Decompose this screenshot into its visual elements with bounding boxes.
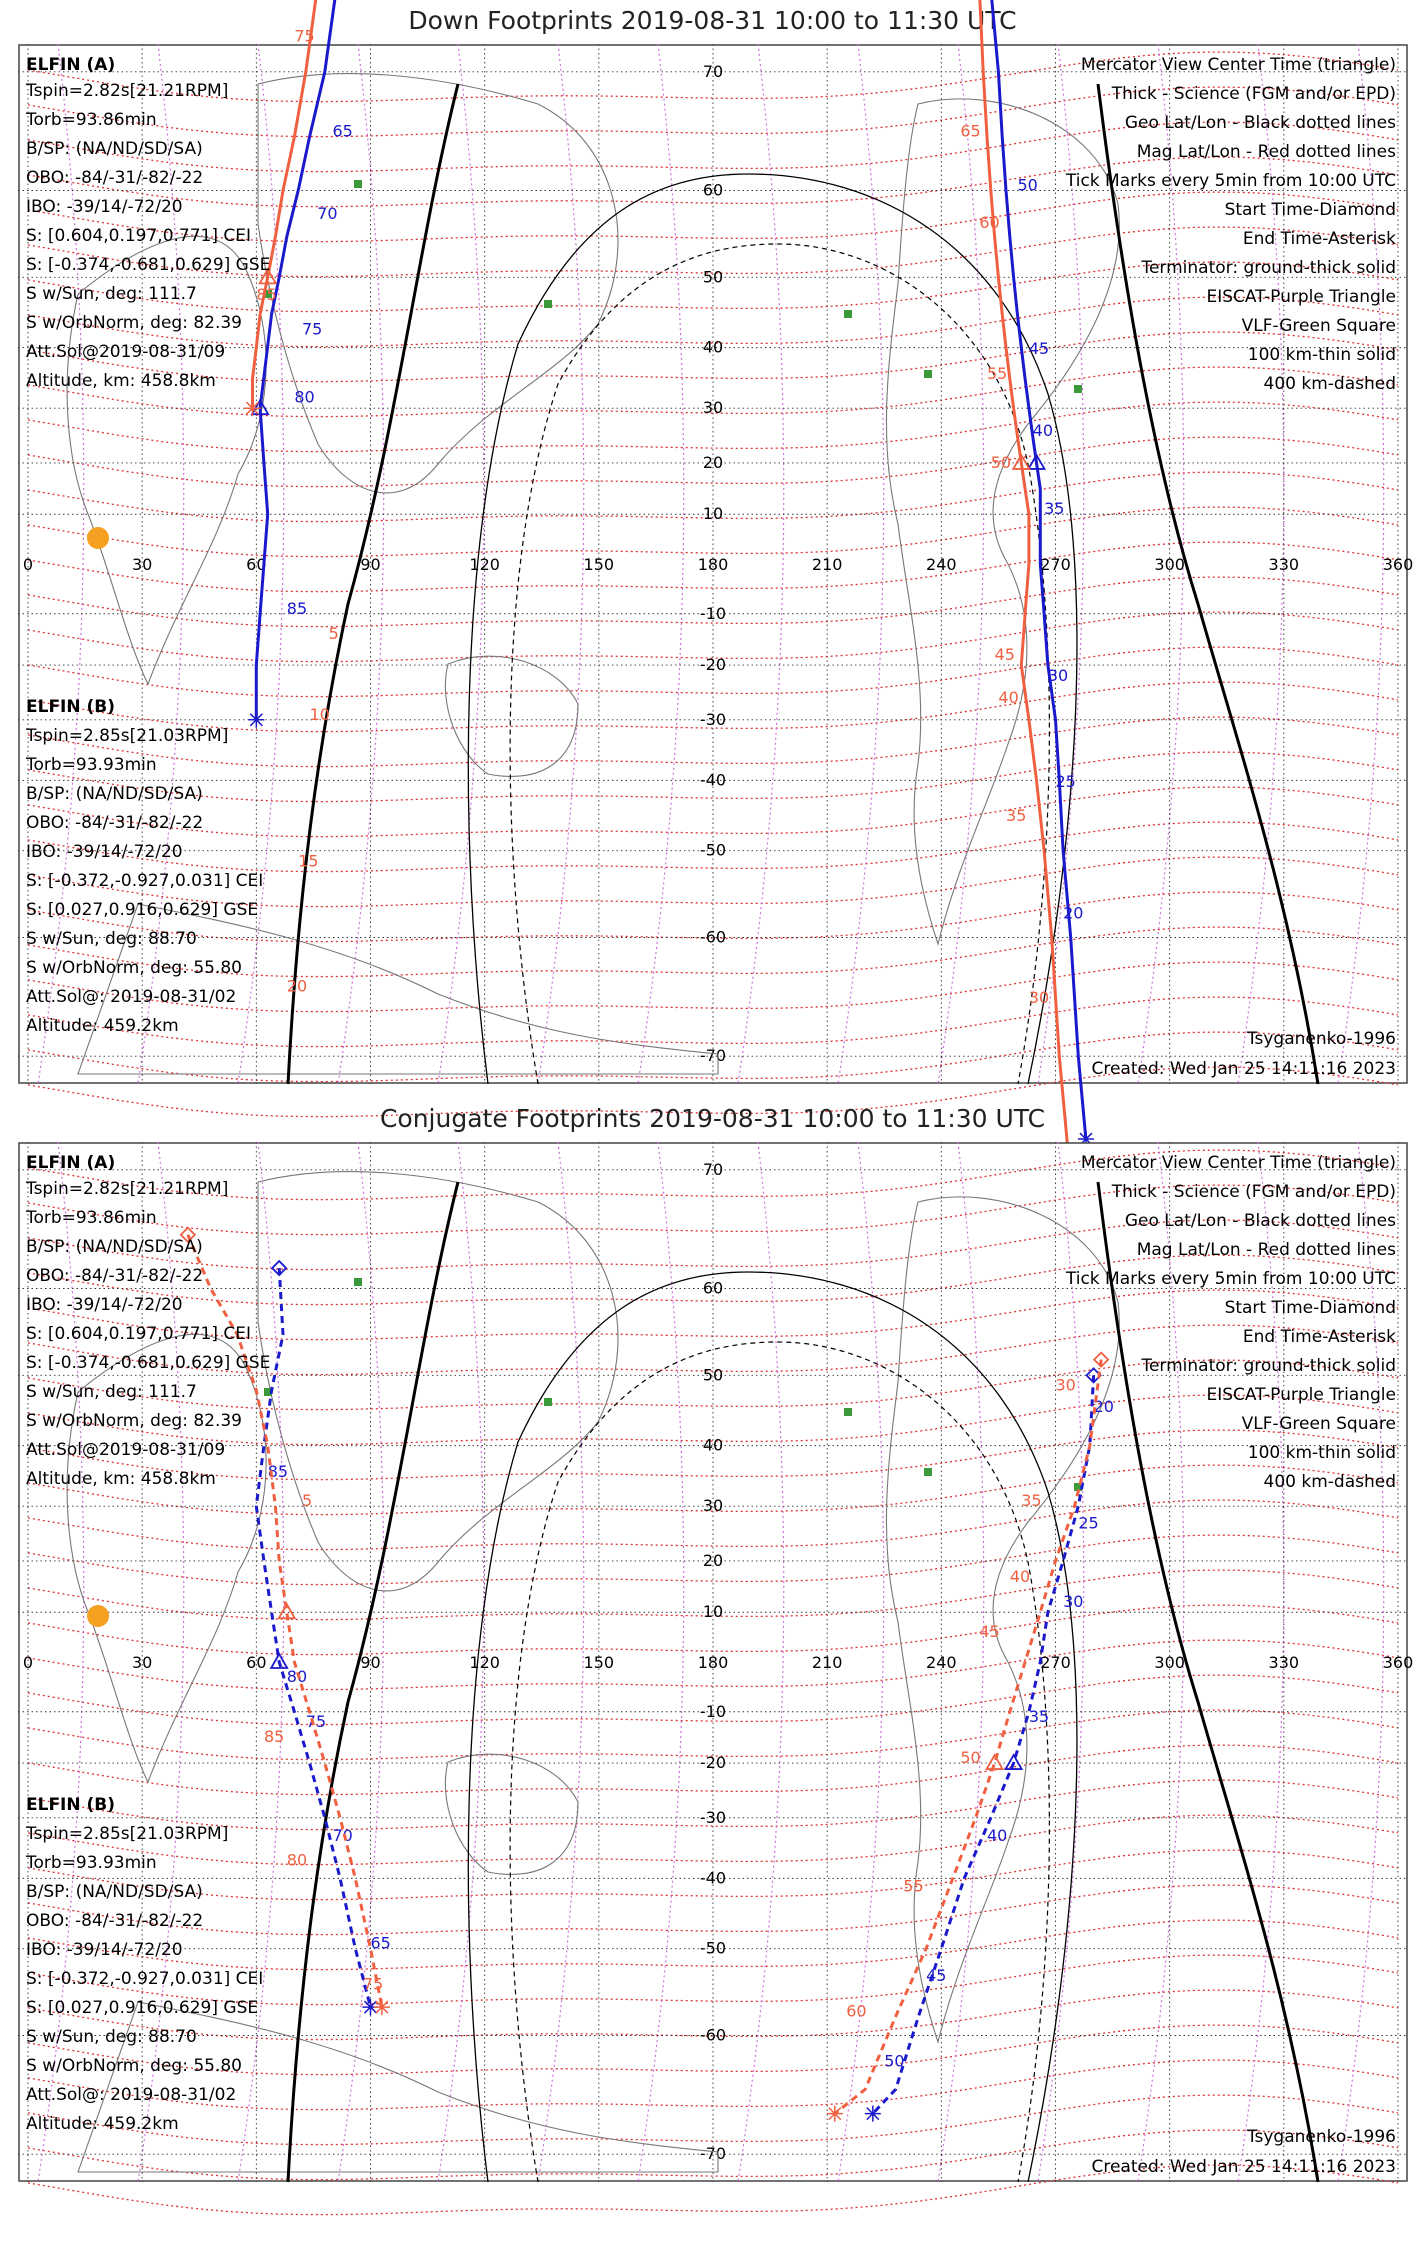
lat-label: 60 bbox=[702, 180, 724, 200]
lon-label: 30 bbox=[131, 555, 153, 574]
sat-a-info-line: Tspin=2.82s[21.21RPM] bbox=[26, 1179, 229, 1199]
legend-line: Start Time-Diamond bbox=[1224, 200, 1396, 220]
legend-line: EISCAT-Purple Triangle bbox=[1206, 287, 1396, 307]
track-tick-label: 35 bbox=[1044, 499, 1065, 519]
model-label: Tsyganenko-1996 bbox=[1246, 1029, 1396, 1049]
sat-b-info-line: S w/OrbNorm, deg: 55.80 bbox=[26, 958, 243, 978]
track-tick-label: 50 bbox=[960, 1748, 981, 1768]
lon-label: 150 bbox=[583, 1653, 615, 1672]
legend-line: Thick - Science (FGM and/or EPD) bbox=[1111, 1182, 1396, 1202]
legend-line: Terminator: ground-thick solid bbox=[1141, 1356, 1396, 1376]
lat-label: -50 bbox=[699, 840, 727, 860]
legend-line: Start Time-Diamond bbox=[1224, 1298, 1396, 1318]
sat-a-info-line: OBO: -84/-31/-82/-22 bbox=[26, 1266, 204, 1286]
created-label: Created: Wed Jan 25 14:11:16 2023 bbox=[1091, 1059, 1396, 1079]
sat-a-info-line: S w/Sun, deg: 111.7 bbox=[26, 284, 197, 304]
lat-label: 10 bbox=[702, 504, 724, 524]
lon-label: 90 bbox=[360, 1653, 381, 1672]
lat-label: -50 bbox=[699, 1938, 727, 1958]
track-tick-label: 70 bbox=[317, 203, 338, 223]
lat-label: -10 bbox=[699, 603, 727, 623]
legend-line: 400 km-dashed bbox=[1263, 374, 1396, 394]
sat-a-info-line: IBO: -39/14/-72/20 bbox=[26, 1295, 183, 1315]
lon-label: 210 bbox=[811, 1653, 843, 1672]
lon-label: 330 bbox=[1268, 555, 1300, 574]
legend-line: End Time-Asterisk bbox=[1242, 229, 1396, 249]
lat-label: 50 bbox=[702, 267, 724, 287]
lat-label: 70 bbox=[702, 61, 724, 81]
lon-label: 120 bbox=[469, 555, 500, 574]
track-tick-label: 40 bbox=[1032, 421, 1054, 441]
legend-line: Mercator View Center Time (triangle) bbox=[1080, 1153, 1396, 1173]
sat-a-info-line: Torb=93.86min bbox=[26, 110, 157, 130]
sat-b-info-line: B/SP: (NA/ND/SD/SA) bbox=[26, 1882, 203, 1902]
track-tick-label: 35 bbox=[1021, 1491, 1042, 1511]
vlf-square bbox=[1074, 385, 1082, 393]
sat-b-info-line: Tspin=2.85s[21.03RPM] bbox=[26, 1824, 229, 1844]
sat-a-info-line: Att.Sol@2019-08-31/09 bbox=[26, 1440, 226, 1460]
sun-icon bbox=[87, 1605, 109, 1627]
end-asterisk bbox=[374, 1999, 390, 2015]
legend-line: 100 km-thin solid bbox=[1247, 1443, 1396, 1463]
end-asterisk bbox=[245, 400, 261, 416]
lat-label: -40 bbox=[699, 770, 727, 790]
track-tick-label: 85 bbox=[263, 1727, 285, 1747]
lon-label: 210 bbox=[811, 555, 843, 574]
sat-a-info-line: S w/OrbNorm, deg: 82.39 bbox=[26, 1411, 243, 1431]
sat-b-info-line: OBO: -84/-31/-82/-22 bbox=[26, 813, 204, 833]
track-tick-label: 30 bbox=[1028, 988, 1050, 1008]
lon-label: 330 bbox=[1268, 1653, 1300, 1672]
end-asterisk bbox=[248, 712, 264, 728]
sat-a-info-line: IBO: -39/14/-72/20 bbox=[26, 197, 183, 217]
sat-b-info-line: IBO: -39/14/-72/20 bbox=[26, 1940, 183, 1960]
vlf-square bbox=[354, 1278, 362, 1286]
sat-b-info-line: Altitude: 459.2km bbox=[26, 1016, 179, 1036]
sat-a-name: ELFIN (A) bbox=[26, 55, 116, 75]
track-tick-label: 45 bbox=[994, 644, 1015, 664]
track-tick-label: 50 bbox=[1017, 175, 1038, 195]
lon-label: 90 bbox=[360, 555, 381, 574]
lon-label: 360 bbox=[1382, 555, 1414, 574]
lon-label: 240 bbox=[926, 1653, 957, 1672]
lon-label: 120 bbox=[469, 1653, 500, 1672]
lat-label: 10 bbox=[702, 1602, 724, 1622]
lon-label: 270 bbox=[1040, 555, 1071, 574]
sat-a-info-line: Altitude, km: 458.8km bbox=[26, 371, 216, 391]
lat-label: -70 bbox=[699, 2144, 727, 2164]
lat-label: -30 bbox=[699, 709, 727, 729]
legend-line: 100 km-thin solid bbox=[1247, 345, 1396, 365]
lat-label: 40 bbox=[702, 1435, 724, 1455]
sat-a-info-line: S: [0.604,0.197,0.771] CEI bbox=[26, 1324, 252, 1344]
track-tick-label: 75 bbox=[305, 1711, 327, 1731]
track-tick-label: 10 bbox=[309, 704, 330, 724]
sat-a-info-line: Altitude, km: 458.8km bbox=[26, 1469, 216, 1489]
sat-b-info-line: Att.Sol@: 2019-08-31/02 bbox=[26, 987, 237, 1007]
lat-label: 70 bbox=[702, 1159, 724, 1179]
track-tick-label: 45 bbox=[926, 1965, 947, 1985]
panel-down bbox=[18, 26, 1414, 1084]
end-asterisk bbox=[865, 2106, 881, 2122]
sat-a-info-line: S w/Sun, deg: 111.7 bbox=[26, 1382, 197, 1402]
vlf-square bbox=[844, 310, 852, 318]
track-tick-label: 40 bbox=[987, 1826, 1008, 1846]
sat-b-info-line: S: [-0.372,-0.927,0.031] CEI bbox=[26, 1969, 264, 1989]
track-tick-label: 60 bbox=[979, 212, 1000, 232]
sat-a-info-line: Tspin=2.82s[21.21RPM] bbox=[26, 81, 229, 101]
track-tick-label: 75 bbox=[362, 1974, 384, 1994]
lat-label: -40 bbox=[699, 1868, 727, 1888]
track-tick-label: 45 bbox=[979, 1622, 1000, 1642]
sat-b-info-line: Torb=93.93min bbox=[26, 755, 157, 775]
legend-line: VLF-Green Square bbox=[1241, 316, 1396, 336]
lat-label: -70 bbox=[699, 1046, 727, 1066]
legend-line: Thick - Science (FGM and/or EPD) bbox=[1111, 84, 1396, 104]
track-tick-label: 40 bbox=[998, 687, 1019, 707]
track-tick-label: 60 bbox=[846, 2001, 867, 2021]
legend-line: Tick Marks every 5min from 10:00 UTC bbox=[1065, 171, 1396, 191]
track-tick-label: 40 bbox=[1009, 1566, 1031, 1586]
sat-b-info-line: Torb=93.93min bbox=[26, 1853, 157, 1873]
track-tick-label: 45 bbox=[1028, 339, 1050, 359]
lat-label: 50 bbox=[702, 1365, 724, 1385]
track-tick-label: 80 bbox=[286, 1666, 308, 1686]
track-tick-label: 55 bbox=[987, 363, 1008, 383]
lat-label: -10 bbox=[699, 1701, 727, 1721]
sat-a-info-line: S: [-0.374,-0.681,0.629] GSE bbox=[26, 255, 271, 275]
end-asterisk bbox=[827, 2106, 843, 2122]
lon-label: 360 bbox=[1382, 1653, 1414, 1672]
track-tick-label: 35 bbox=[1006, 806, 1027, 826]
legend-line: End Time-Asterisk bbox=[1242, 1327, 1396, 1347]
legend-line: Terminator: ground-thick solid bbox=[1141, 258, 1396, 278]
legend-line: Mag Lat/Lon - Red dotted lines bbox=[1136, 1240, 1396, 1260]
lat-label: 30 bbox=[702, 398, 724, 418]
track-tick-label: 35 bbox=[1028, 1706, 1050, 1726]
track-tick-label: 30 bbox=[1063, 1592, 1084, 1612]
lat-label: 20 bbox=[702, 1550, 724, 1570]
legend-line: EISCAT-Purple Triangle bbox=[1206, 1385, 1396, 1405]
legend-line: Geo Lat/Lon - Black dotted lines bbox=[1124, 113, 1396, 133]
vlf-square bbox=[844, 1408, 852, 1416]
track-tick-label: 20 bbox=[286, 976, 308, 996]
track-tick-label: 30 bbox=[1047, 666, 1069, 686]
lat-label: -60 bbox=[699, 2025, 727, 2045]
track-tick-label: 5 bbox=[302, 1491, 313, 1511]
lat-label: -20 bbox=[699, 655, 727, 675]
lat-label: 20 bbox=[702, 452, 724, 472]
sat-b-info-line: Tspin=2.85s[21.03RPM] bbox=[26, 726, 229, 746]
vlf-square bbox=[924, 370, 932, 378]
track-tick-label: 80 bbox=[286, 1850, 308, 1870]
lon-label: 180 bbox=[697, 1653, 729, 1672]
lon-label: 0 bbox=[22, 1653, 34, 1672]
lon-label: 270 bbox=[1040, 1653, 1071, 1672]
sat-a-info-line: Att.Sol@2019-08-31/09 bbox=[26, 342, 226, 362]
sat-b-info-line: Altitude: 459.2km bbox=[26, 2114, 179, 2134]
track-tick-label: 50 bbox=[884, 2051, 905, 2071]
track-tick-label: 20 bbox=[1063, 903, 1084, 923]
lon-label: 180 bbox=[697, 555, 729, 574]
lon-label: 60 bbox=[246, 555, 267, 574]
track-tick-label: 85 bbox=[286, 598, 308, 618]
lat-label: 40 bbox=[702, 337, 724, 357]
track-tick-label: 55 bbox=[903, 1876, 924, 1896]
panel-title-down: Down Footprints 2019-08-31 10:00 to 11:30 UTC bbox=[408, 6, 1017, 35]
track-tick-label: 5 bbox=[328, 624, 339, 644]
track-tick-label: 20 bbox=[1093, 1397, 1114, 1417]
lon-label: 0 bbox=[22, 555, 34, 574]
legend-line: VLF-Green Square bbox=[1241, 1414, 1396, 1434]
legend-line: 400 km-dashed bbox=[1263, 1472, 1396, 1492]
legend-line: Mercator View Center Time (triangle) bbox=[1080, 55, 1396, 75]
sat-a-name: ELFIN (A) bbox=[26, 1153, 116, 1173]
lat-label: -20 bbox=[699, 1753, 727, 1773]
footprint-map-conj bbox=[18, 1142, 1414, 2182]
sat-b-info-line: Att.Sol@: 2019-08-31/02 bbox=[26, 2085, 237, 2105]
track-tick-label: 75 bbox=[302, 319, 323, 339]
track-tick-label: 75 bbox=[294, 26, 315, 46]
sat-a-info-line: B/SP: (NA/ND/SD/SA) bbox=[26, 1237, 203, 1257]
sat-a-info-line: S: [-0.374,-0.681,0.629] GSE bbox=[26, 1353, 271, 1373]
vlf-square bbox=[354, 180, 362, 188]
sat-b-name: ELFIN (B) bbox=[26, 697, 116, 717]
lon-label: 60 bbox=[246, 1653, 267, 1672]
created-label: Created: Wed Jan 25 14:11:16 2023 bbox=[1091, 2157, 1396, 2177]
track-tick-label: 15 bbox=[298, 851, 319, 871]
track-tick-label: 30 bbox=[1055, 1375, 1076, 1395]
lon-label: 300 bbox=[1154, 555, 1185, 574]
vlf-square bbox=[544, 1398, 552, 1406]
lat-label: -30 bbox=[699, 1807, 727, 1827]
sat-b-info-line: S: [-0.372,-0.927,0.031] CEI bbox=[26, 871, 264, 891]
sat-b-info-line: S: [0.027,0.916,0.629] GSE bbox=[26, 1998, 259, 2018]
sat-b-info-line: S w/Sun, deg: 88.70 bbox=[26, 929, 197, 949]
model-label: Tsyganenko-1996 bbox=[1246, 2127, 1396, 2147]
legend-line: Tick Marks every 5min from 10:00 UTC bbox=[1065, 1269, 1396, 1289]
sat-a-info-line: S w/OrbNorm, deg: 82.39 bbox=[26, 313, 243, 333]
lon-label: 150 bbox=[583, 555, 615, 574]
legend-line: Geo Lat/Lon - Black dotted lines bbox=[1124, 1211, 1396, 1231]
sat-b-info-line: IBO: -39/14/-72/20 bbox=[26, 842, 183, 862]
sat-a-info-line: OBO: -84/-31/-82/-22 bbox=[26, 168, 204, 188]
track-tick-label: 85 bbox=[256, 284, 277, 304]
lon-label: 240 bbox=[926, 555, 957, 574]
footprint-map-down bbox=[18, 26, 1414, 1084]
sat-a-info-line: S: [0.604,0.197,0.771] CEI bbox=[26, 226, 252, 246]
sat-b-info-line: B/SP: (NA/ND/SD/SA) bbox=[26, 784, 203, 804]
track-tick-label: 25 bbox=[1078, 1513, 1099, 1533]
track-tick-label: 85 bbox=[267, 1461, 289, 1481]
lon-label: 30 bbox=[131, 1653, 153, 1672]
track-tick-label: 70 bbox=[332, 1826, 353, 1846]
track-tick-label: 65 bbox=[332, 121, 353, 141]
legend-line: Mag Lat/Lon - Red dotted lines bbox=[1136, 142, 1396, 162]
lat-label: -60 bbox=[699, 927, 727, 947]
track-tick-label: 65 bbox=[370, 1933, 391, 1953]
sat-b-info-line: S w/OrbNorm, deg: 55.80 bbox=[26, 2056, 243, 2076]
sat-a-info-line: Torb=93.86min bbox=[26, 1208, 157, 1228]
track-tick-label: 50 bbox=[990, 453, 1012, 473]
sun-icon bbox=[87, 527, 109, 549]
panel-title-conj: Conjugate Footprints 2019-08-31 10:00 to 11:30 UTC bbox=[379, 1104, 1046, 1133]
panel-conj bbox=[18, 1142, 1414, 2182]
sat-b-info-line: OBO: -84/-31/-82/-22 bbox=[26, 1911, 204, 1931]
sat-b-info-line: S: [0.027,0.916,0.629] GSE bbox=[26, 900, 259, 920]
vlf-square bbox=[544, 300, 552, 308]
sat-a-info-line: B/SP: (NA/ND/SD/SA) bbox=[26, 139, 203, 159]
sat-b-name: ELFIN (B) bbox=[26, 1795, 116, 1815]
track-tick-label: 25 bbox=[1055, 771, 1076, 791]
lon-label: 300 bbox=[1154, 1653, 1185, 1672]
sat-b-info-line: S w/Sun, deg: 88.70 bbox=[26, 2027, 197, 2047]
vlf-square bbox=[924, 1468, 932, 1476]
track-tick-label: 80 bbox=[294, 387, 315, 407]
lat-label: 30 bbox=[702, 1496, 724, 1516]
lat-label: 60 bbox=[702, 1278, 724, 1298]
track-tick-label: 65 bbox=[960, 121, 981, 141]
